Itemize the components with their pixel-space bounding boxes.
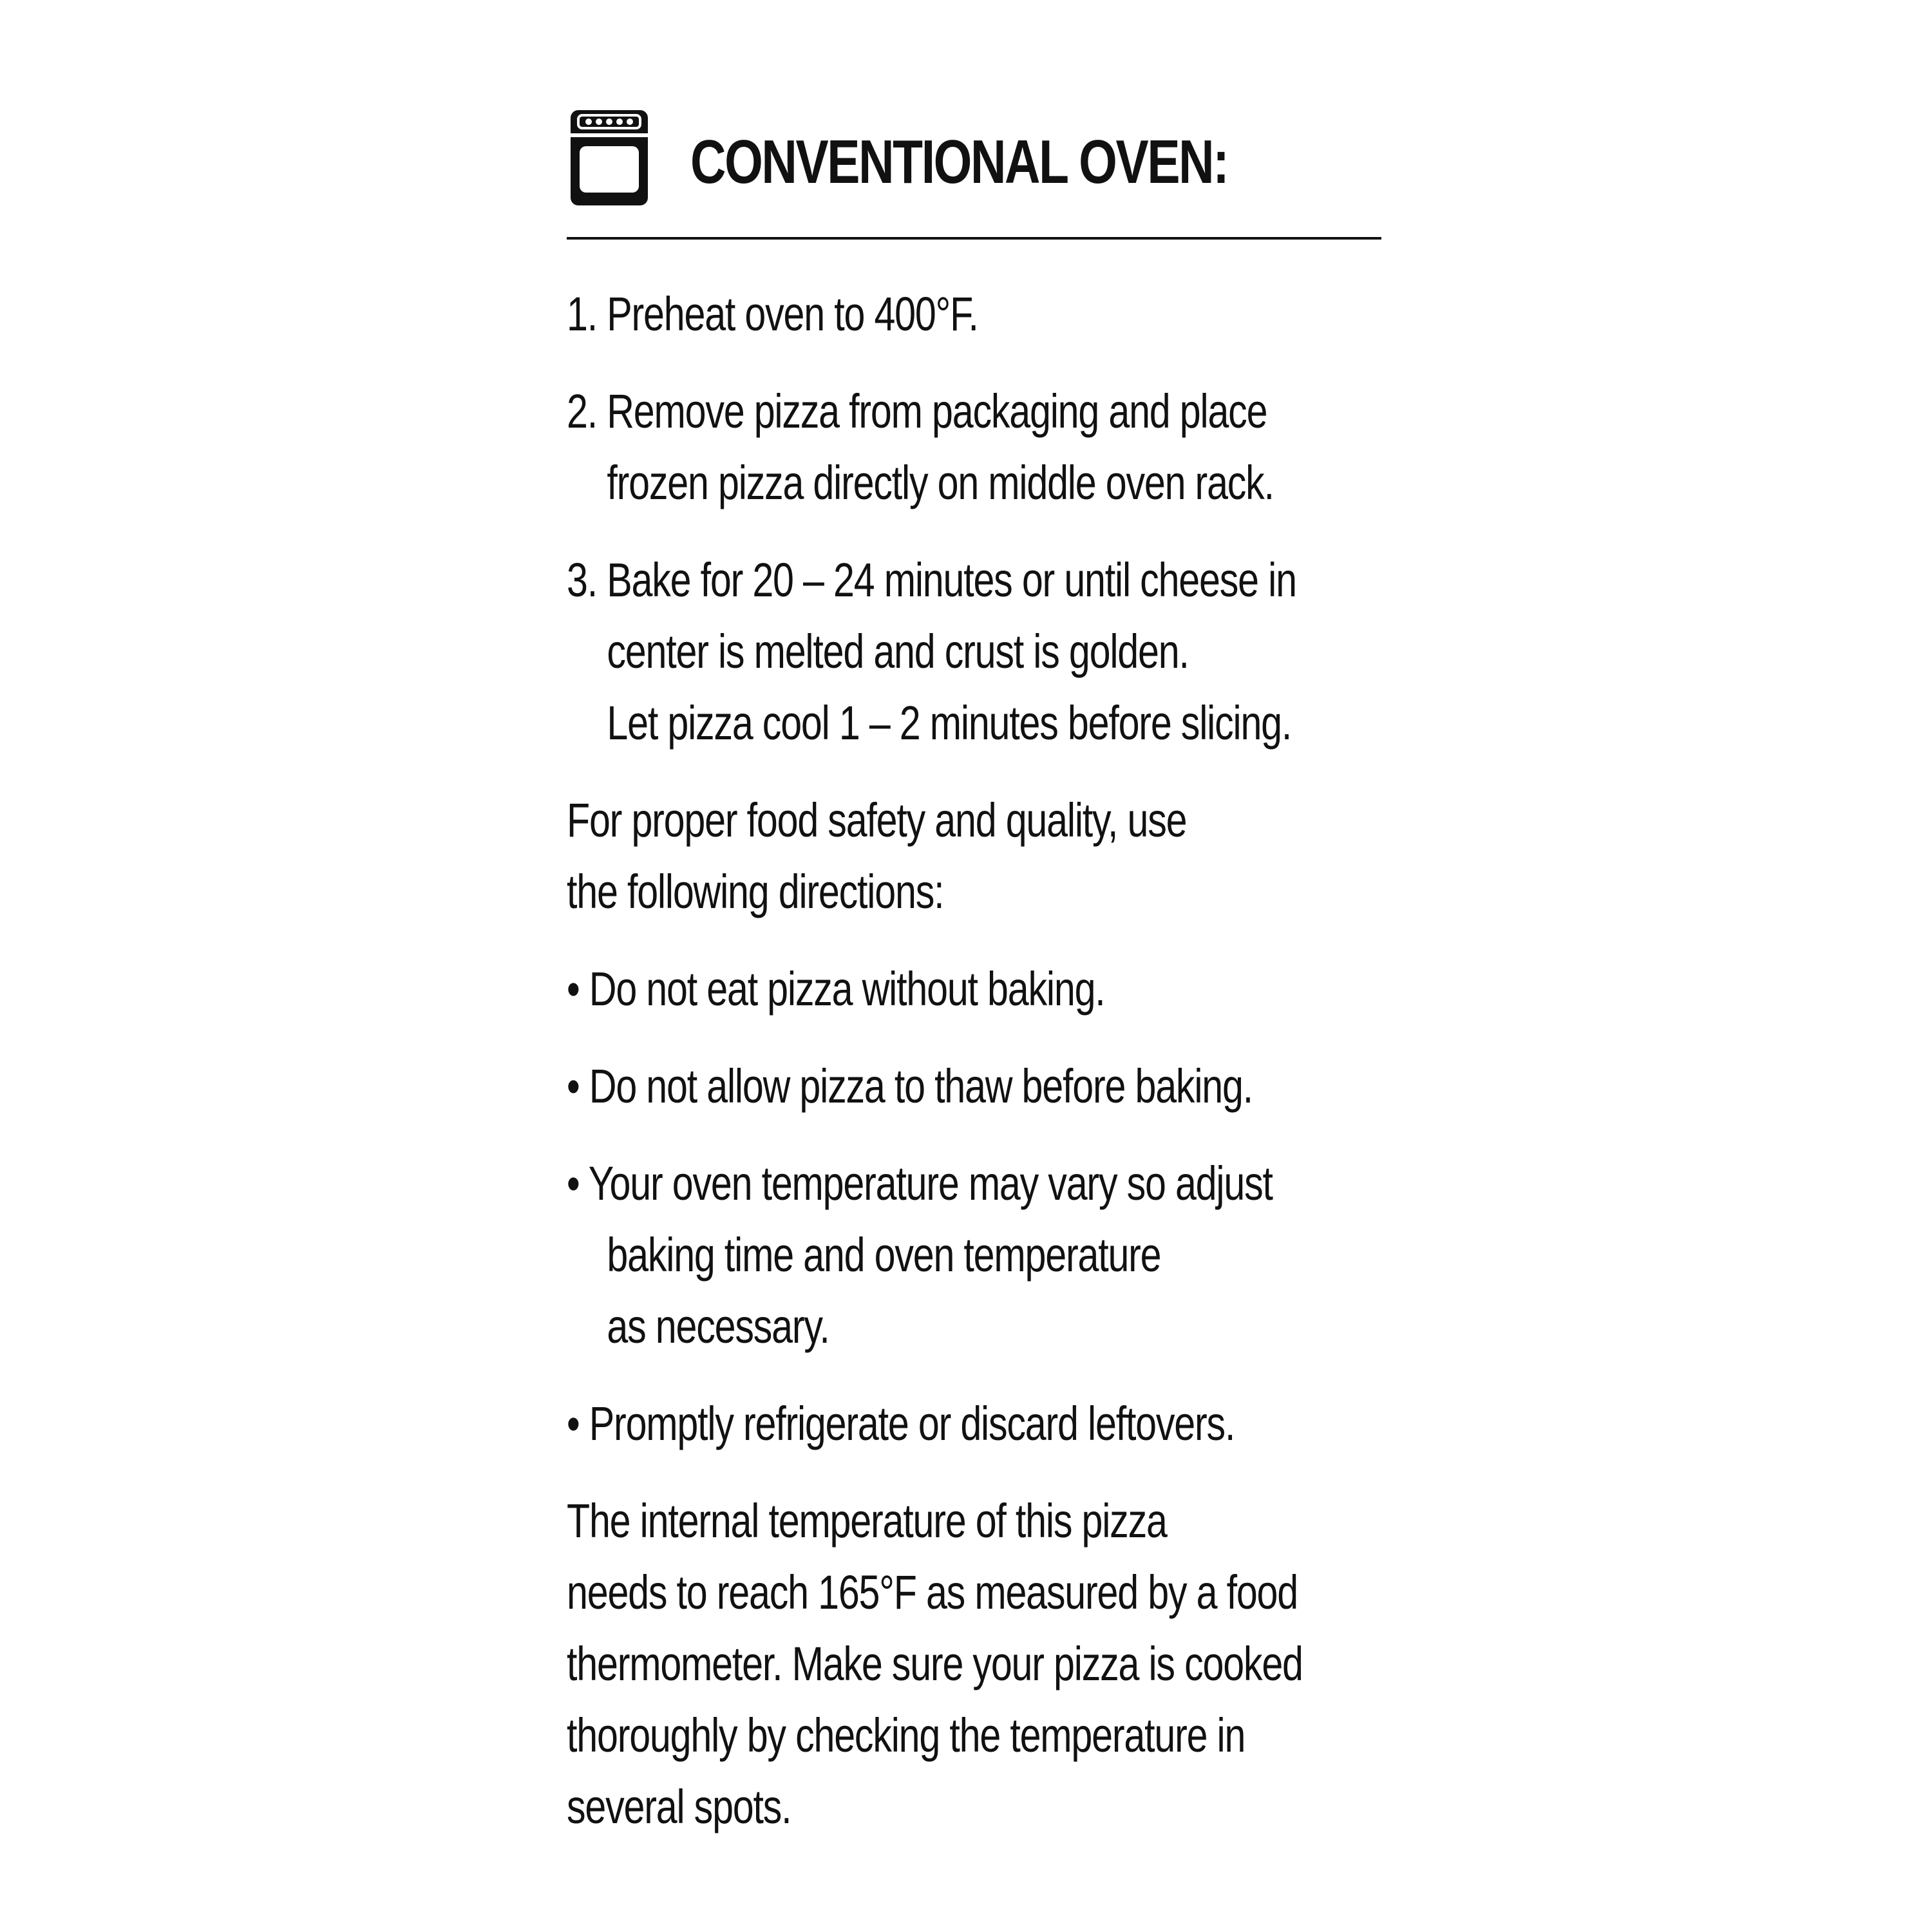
text-line: For proper food safety and quality, use (567, 793, 1187, 847)
step-3 (567, 544, 1391, 759)
oven-icon (567, 106, 652, 209)
text-line: The internal temperature of this pizza (567, 1494, 1167, 1548)
text-line: needs to reach 165°F as measured by a food (567, 1566, 1298, 1619)
page-title: CONVENTIONAL OVEN: (690, 128, 1228, 196)
text-line: 1. Preheat oven to 400°F. (567, 287, 978, 341)
text-line: • Your oven temperature may vary so adjust (567, 1157, 1273, 1210)
step-2 (567, 375, 1391, 518)
text-line: frozen pizza directly on middle oven rack. (607, 456, 1274, 509)
text-line: the following directions: (567, 865, 944, 918)
text-line: 2. Remove pizza from packaging and place (567, 384, 1267, 438)
text-line: Let pizza cool 1 – 2 minutes before slicing. (607, 696, 1292, 750)
text-line: thermometer. Make sure your pizza is cooked (567, 1637, 1303, 1690)
text-line: 3. Bake for 20 – 24 minutes or until cheese in (567, 553, 1296, 607)
divider (567, 237, 1381, 240)
bullet-2 (567, 1050, 1391, 1122)
safety-intro (567, 784, 1391, 927)
text-line: baking time and oven temperature (607, 1228, 1161, 1282)
bullet-4 (567, 1388, 1391, 1459)
closing-paragraph (567, 1485, 1391, 1842)
body-text (567, 278, 1391, 1842)
instructions-panel (567, 103, 1391, 1842)
text-line: • Promptly refrigerate or discard leftovers. (567, 1397, 1235, 1450)
text-line: • Do not allow pizza to thaw before baking. (567, 1059, 1253, 1113)
bullet-1 (567, 953, 1391, 1025)
text-line: • Do not eat pizza without baking. (567, 962, 1105, 1016)
text-line: as necessary. (607, 1300, 829, 1353)
step-1 (567, 278, 1391, 350)
text-line: center is melted and crust is golden. (607, 625, 1189, 678)
bullet-3 (567, 1148, 1391, 1362)
text-line: several spots. (567, 1780, 791, 1833)
text-line: thoroughly by checking the temperature in (567, 1709, 1245, 1762)
header (567, 103, 1391, 213)
